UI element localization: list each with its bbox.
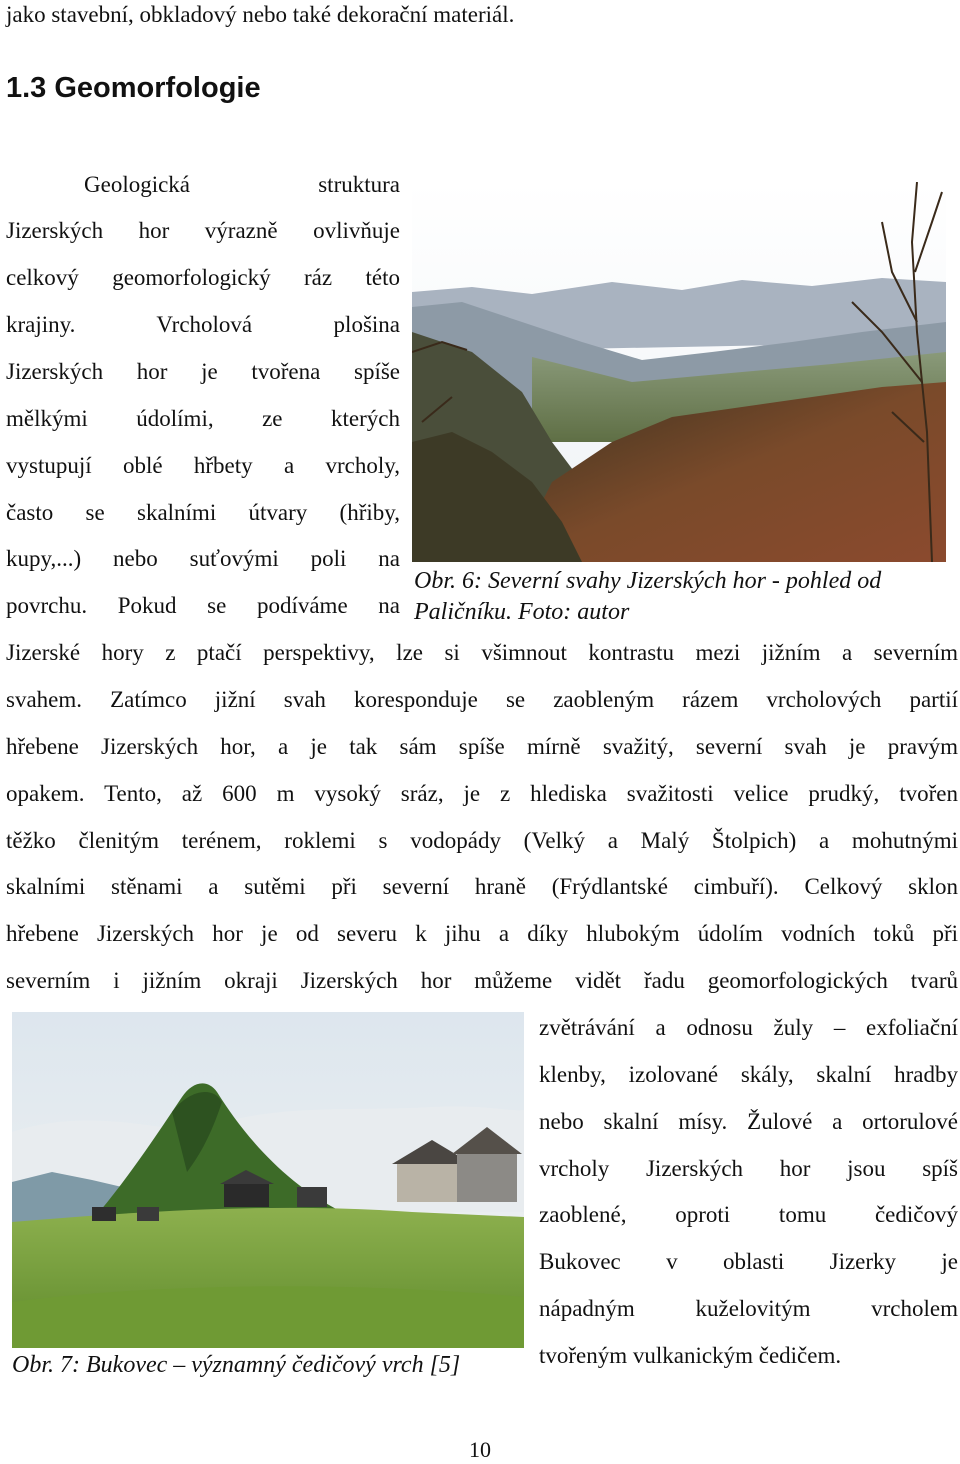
text-line: povrchu. Pokud se podíváme na	[6, 593, 400, 618]
text-line: severním i jižním okraji Jizerských hor můžeme vidět řadu geomorfologických tvarů	[6, 968, 958, 993]
text-line: skalními stěnami a sutěmi při severní hraně (Frýdlantské cimbuří). Celkový sklon	[6, 874, 958, 899]
text-line: celkový geomorfologický ráz této	[6, 265, 400, 290]
text-line: vystupují oblé hřbety a vrcholy,	[6, 453, 400, 478]
figure-6-photo	[412, 182, 946, 562]
page-number: 10	[469, 1437, 491, 1462]
text-line: nápadným kuželovitým vrcholem	[539, 1296, 958, 1321]
text-line: těžko členitým terénem, roklemi s vodopády (Velký a Malý Štolpich) a mohutnými	[6, 828, 958, 853]
figure-6-caption-line-2: Paličníku. Foto: autor	[414, 599, 630, 625]
text-line: klenby, izolované skály, skalní hradby	[539, 1062, 958, 1087]
text-line: Bukovec v oblasti Jizerky je	[539, 1249, 958, 1274]
text-line: Geologická struktura	[84, 172, 400, 197]
text-line: krajiny. Vrcholová plošina	[6, 312, 400, 337]
text-line: tvořeným vulkanickým čedičem.	[539, 1343, 842, 1368]
figure-6-caption-line-1: Obr. 6: Severní svahy Jizerských hor - pohled od	[414, 568, 882, 594]
text-line: Jizerské hory z ptačí perspektivy, lze si všimnout kontrastu mezi jižním a severním	[6, 640, 958, 665]
text-line: kupy,...) nebo suťovými poli na	[6, 546, 400, 571]
text-line: nebo skalní mísy. Žulové a ortorulové	[539, 1109, 958, 1134]
figure-7-caption: Obr. 7: Bukovec – významný čedičový vrch [5]	[12, 1352, 461, 1378]
text-line: hřebene Jizerských hor, a je tak sám spíše mírně svažitý, severní svah je pravým	[6, 734, 958, 759]
text-line: mělkými údolími, ze kterých	[6, 406, 400, 431]
text-line: zaoblené, oproti tomu čedičový	[539, 1202, 958, 1227]
text-line: často se skalními útvary (hřiby,	[6, 500, 400, 525]
text-line: Jizerských hor je tvořena spíše	[6, 359, 400, 384]
hill-landscape-image	[12, 1012, 524, 1348]
section-heading: 1.3 Geomorfologie	[6, 72, 261, 104]
text-line: vrcholy Jizerských hor jsou spíš	[539, 1156, 958, 1181]
text-line: opakem. Tento, až 600 m vysoký sráz, je z hlediska svažitosti velice prudký, tvořen	[6, 781, 958, 806]
mountain-landscape-image	[412, 182, 946, 562]
text-line: hřebene Jizerských hor je od severu k jihu a díky hlubokým údolím vodních toků při	[6, 921, 958, 946]
text-line: zvětrávání a odnosu žuly – exfoliační	[539, 1015, 958, 1040]
figure-7-photo	[12, 1012, 524, 1348]
text-line: svahem. Zatímco jižní svah koresponduje se zaobleným rázem vrcholových partií	[6, 687, 958, 712]
top-text-line: jako stavební, obkladový nebo také dekorační materiál.	[6, 2, 515, 27]
text-line: Jizerských hor výrazně ovlivňuje	[6, 218, 400, 243]
